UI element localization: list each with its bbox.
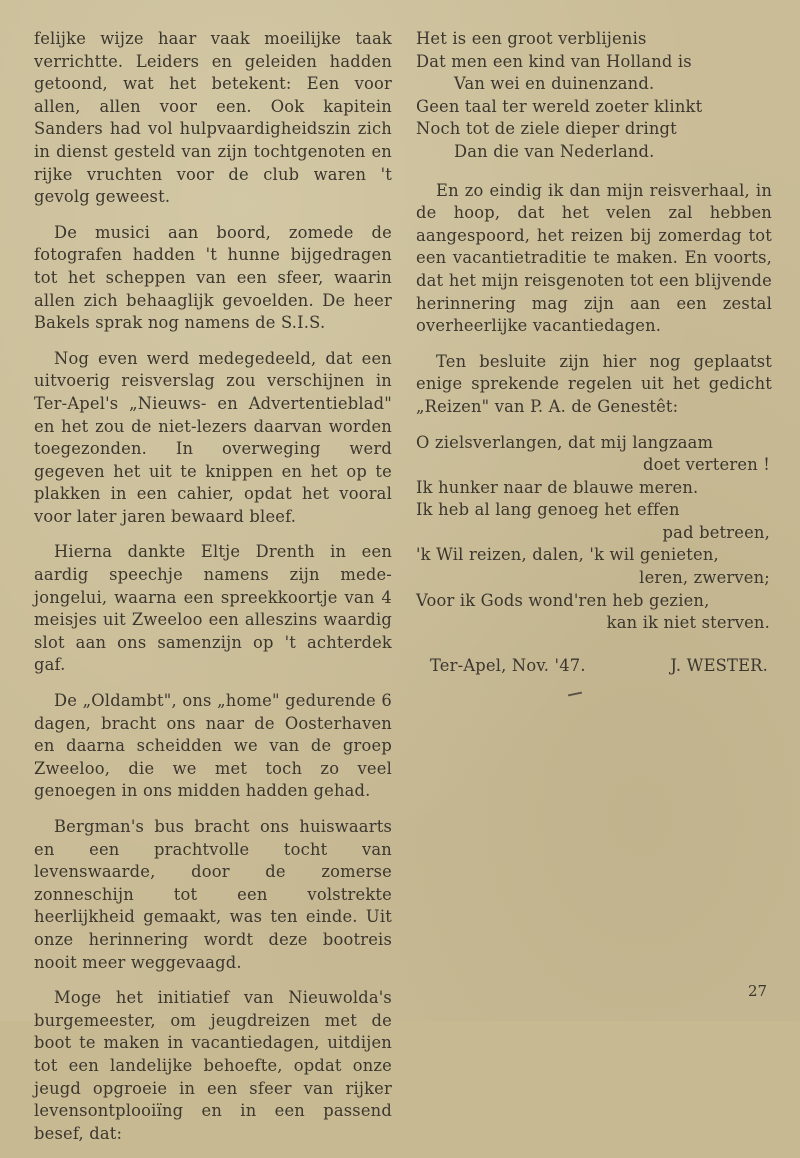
closing-dash xyxy=(568,692,582,697)
paragraph: Nog even werd medegedeeld, dat een uitvoerig reisverslag zou verschijnen in Ter-Apel's „Nieuws- en Advertentieblad" en het zou de niet-lezers daarvan worden toegezonden. In overweging werd gegeven het uit te knippen en het op te plakken in een cahier, opdat het vooral voor later jaren bewaard bleef. xyxy=(34,348,392,526)
paragraph: En zo eindig ik dan mijn reisverhaal, in de hoop, dat het velen zal hebben aangespoord, het reizen bij zomerdag tot een vacantietraditie te maken. En voorts, dat het mijn reisgenoten tot een blijvende herinnering mag zijn aan een zestal overheerlijke vacantiedagen. xyxy=(416,180,772,336)
verse-line: Dat men een kind van Holland is xyxy=(416,51,692,71)
poem-line: Ik hunker naar de blauwe meren. xyxy=(416,477,699,497)
paragraph: De musici aan boord, zomede de fotografen hadden 't hunne bijgedragen tot het scheppen van een sfeer, waarin allen zich behaaglijk gevoelden. De heer Bakels sprak nog namens de S.I.S. xyxy=(34,222,392,333)
left-column xyxy=(34,28,392,1158)
poem-line: 'k Wil reizen, dalen, 'k wil genieten, xyxy=(416,545,719,565)
verse-line: Geen taal ter wereld zoeter klinkt xyxy=(416,96,703,116)
verse-line: Dan die van Nederland. xyxy=(454,141,655,161)
paragraph: Bergman's bus bracht ons huiswaarts en een prachtvolle tocht van levenswaarde, door de zomerse zonneschijn tot een volstrekte heerlijkheid gemaakt, was ten einde. Uit onze herinnering wordt deze bootreis nooit meer weggevaagd. xyxy=(34,817,392,972)
verse-stanza xyxy=(416,28,772,164)
author-name: J. WESTER. xyxy=(670,655,768,675)
poem-line: kan ik niet sterven. xyxy=(606,613,770,633)
poem-line: O zielsverlangen, dat mij langzaam xyxy=(416,432,714,452)
poem-line: Ik heb al lang genoeg het effen xyxy=(416,500,680,520)
paragraph: Hierna dankte Eltje Drenth in een aardig speechje namens zijn mede-jongelui, waarna een spreekkoortje van 4 meisjes uit Zweeloo een alleszins waardig slot aan ons samenzijn op 't achterdek gaf. xyxy=(34,542,392,675)
verse-line: Noch tot de ziele dieper dringt xyxy=(416,119,677,139)
paragraph: De „Oldambt", ons „home" gedurende 6 dagen, bracht ons naar de Oosterhaven en daarna scheidden we van de groep Zweeloo, die we met toch zo veel genoegen in ons midden hadden gehad. xyxy=(34,691,392,801)
right-column xyxy=(416,28,772,695)
place-date: Ter-Apel, Nov. '47. xyxy=(430,655,586,675)
poem-excerpt xyxy=(416,432,772,635)
poem-line: leren, zwerven; xyxy=(639,568,770,588)
poem-line: Voor ik Gods wond'ren heb gezien, xyxy=(416,590,710,610)
paragraph: felijke wijze haar vaak moeilijke taak verrichtte. Leiders en geleiden hadden getoond, wat het betekent: Een voor allen, allen voor een. Ook kapitein Sanders had vol hulpvaardigheidszin zich in dienst gesteld van zijn tochtgenoten en rijke vruchten voor de club waren 't gevolg geweest. xyxy=(34,29,392,207)
paragraph: Ten besluite zijn hier nog geplaatst enige sprekende regelen uit het gedicht „Reizen" van P. A. de Genestêt: xyxy=(416,351,772,416)
verse-line: Van wei en duinenzand. xyxy=(454,74,655,94)
signature-line xyxy=(416,655,772,678)
paragraph: Moge het initiatief van Nieuwolda's burgemeester, om jeugdreizen met de boot te maken in vacantiedagen, uitdijen tot een landelijke behoefte, opdat onze jeugd opgroeie in een sfeer van rijker levensontplooiïng en in een passend besef, dat: xyxy=(34,988,392,1143)
poem-line: pad betreen, xyxy=(662,522,770,542)
verse-line: Het is een groot verblijenis xyxy=(416,29,647,48)
page-number: 27 xyxy=(748,982,768,1000)
poem-line: doet verteren ! xyxy=(643,455,770,475)
